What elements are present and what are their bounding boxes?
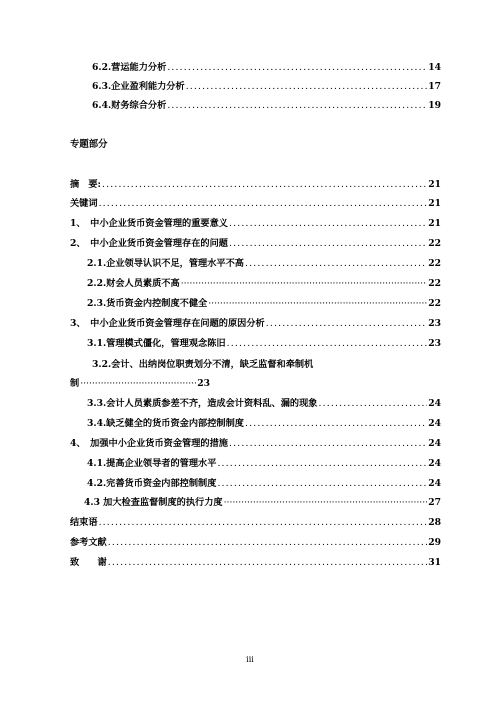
toc-page-number: 27 bbox=[428, 497, 441, 508]
toc-page-number: 17 bbox=[428, 81, 441, 92]
toc-entry[interactable] bbox=[87, 276, 441, 292]
toc-entry-label: 3.3.会计人员素质参差不齐，造成会计资料乱、漏的现象 bbox=[87, 398, 318, 409]
toc-entry-label: 3.2.会计、出纳岗位职责划分不清，缺乏监督和牵制机 bbox=[92, 359, 314, 370]
toc-entry-label: 2.1.企业领导认识不足，管理水平不高 bbox=[87, 258, 244, 269]
toc-leader bbox=[181, 276, 428, 292]
toc-leader bbox=[108, 535, 427, 551]
toc-entry-label: 4.2.完善货币资金内部控制制度 bbox=[87, 478, 217, 489]
toc-page-number: 24 bbox=[428, 438, 441, 449]
toc-leader bbox=[245, 416, 427, 432]
toc-leader bbox=[167, 60, 427, 76]
toc-entry[interactable] bbox=[70, 555, 441, 571]
toc-entry[interactable] bbox=[70, 316, 441, 332]
toc-leader bbox=[108, 555, 427, 571]
toc-page-number: 21 bbox=[428, 198, 441, 209]
toc-entry[interactable] bbox=[87, 456, 441, 472]
toc-leader bbox=[319, 396, 428, 412]
toc-page-number: 21 bbox=[428, 179, 441, 190]
toc-page-number: 14 bbox=[428, 62, 441, 73]
toc-entry[interactable] bbox=[87, 476, 441, 492]
toc-leader bbox=[99, 515, 428, 531]
toc-page-number: 21 bbox=[428, 218, 441, 229]
toc-entry[interactable] bbox=[92, 60, 441, 76]
toc-leader bbox=[245, 256, 427, 272]
toc-entry-label: 致 谢 bbox=[70, 557, 107, 568]
toc-leader bbox=[224, 495, 428, 511]
toc-page-number: 22 bbox=[428, 258, 441, 269]
toc-entry[interactable] bbox=[70, 177, 441, 193]
toc-entry-label: 6.4.财务综合分析 bbox=[92, 100, 167, 111]
toc-page-number: 23 bbox=[197, 378, 210, 389]
toc-leader bbox=[167, 98, 427, 114]
toc-page-number: 19 bbox=[428, 100, 441, 111]
toc-entry-label: 3.1.管理模式僵化，管理观念陈旧 bbox=[87, 338, 226, 349]
toc-entry-label: 制 bbox=[70, 378, 80, 389]
toc-entry-label: 3、 中小企业货币资金管理存在问题的原因分析 bbox=[70, 318, 265, 329]
toc-leader bbox=[227, 336, 428, 352]
toc-entry-label: 4.3 加大检查监督制度的执行力度 bbox=[84, 497, 223, 508]
toc-entry-label: 关键词 bbox=[70, 198, 98, 209]
toc-page-number: 24 bbox=[428, 478, 441, 489]
toc-leader bbox=[229, 236, 427, 252]
toc-entry[interactable] bbox=[70, 216, 441, 232]
toc-page-number: 24 bbox=[428, 418, 441, 429]
toc-entry[interactable] bbox=[92, 98, 441, 114]
toc-entry[interactable] bbox=[84, 495, 441, 511]
page-footer-number: iii bbox=[246, 655, 254, 664]
toc-leader bbox=[229, 216, 427, 232]
toc-entry[interactable] bbox=[87, 336, 441, 352]
toc-entry[interactable] bbox=[70, 236, 441, 252]
toc-leader bbox=[266, 316, 427, 332]
toc-entry-label: 6.2.营运能力分析 bbox=[92, 62, 167, 73]
toc-page-number: 22 bbox=[428, 298, 441, 309]
toc-page-number: 24 bbox=[428, 458, 441, 469]
toc-leader bbox=[229, 436, 427, 452]
toc-entry-label: 参考文献 bbox=[70, 537, 107, 548]
toc-entry[interactable] bbox=[87, 416, 441, 432]
toc-entry[interactable] bbox=[87, 296, 441, 312]
toc-page-number: 23 bbox=[428, 318, 441, 329]
toc-entry[interactable] bbox=[70, 535, 441, 551]
toc-page-number: 29 bbox=[428, 537, 441, 548]
toc-leader bbox=[208, 296, 427, 312]
toc-leader bbox=[217, 456, 427, 472]
toc-leader bbox=[80, 376, 196, 392]
toc-entry[interactable] bbox=[70, 436, 441, 452]
toc-entry-label: 2.3.货币资金内控制度不健全 bbox=[87, 298, 208, 309]
toc-entry-label: 结束语 bbox=[70, 517, 98, 528]
toc-entry-label: 1、 中小企业货币资金管理的重要意义 bbox=[70, 218, 228, 229]
toc-page-number: 28 bbox=[428, 517, 441, 528]
toc-page-number: 31 bbox=[428, 557, 441, 568]
toc-entry[interactable] bbox=[70, 196, 441, 212]
toc-entry-label: 4、 加强中小企业货币资金管理的措施 bbox=[70, 438, 228, 449]
toc-page-number: 23 bbox=[428, 338, 441, 349]
toc-entry[interactable] bbox=[70, 515, 441, 531]
section-heading: 专题部分 bbox=[70, 139, 108, 150]
toc-entry-label: 2.2.财会人员素质不高 bbox=[87, 278, 180, 289]
toc-page-number: 24 bbox=[428, 398, 441, 409]
toc-leader bbox=[186, 79, 428, 95]
toc-entry-label: 2、 中小企业货币资金管理存在的问题 bbox=[70, 238, 228, 249]
toc-entry-label: 3.4.缺乏健全的货币资金内部控制制度 bbox=[87, 418, 244, 429]
toc-entry[interactable] bbox=[70, 376, 210, 392]
toc-entry[interactable] bbox=[87, 396, 441, 412]
toc-entry-label: 4.1.提高企业领导者的管理水平 bbox=[87, 458, 217, 469]
toc-page-number: 22 bbox=[428, 238, 441, 249]
toc-entry-label: 摘 要: bbox=[70, 179, 101, 190]
toc-entry[interactable] bbox=[92, 357, 441, 373]
toc-entry[interactable] bbox=[87, 256, 441, 272]
toc-leader bbox=[99, 196, 428, 212]
toc-entry-label: 6.3.企业盈利能力分析 bbox=[92, 81, 185, 92]
toc-page-number: 22 bbox=[428, 278, 441, 289]
toc-leader bbox=[217, 476, 427, 492]
toc-entry[interactable] bbox=[92, 79, 441, 95]
toc-leader bbox=[102, 177, 427, 193]
